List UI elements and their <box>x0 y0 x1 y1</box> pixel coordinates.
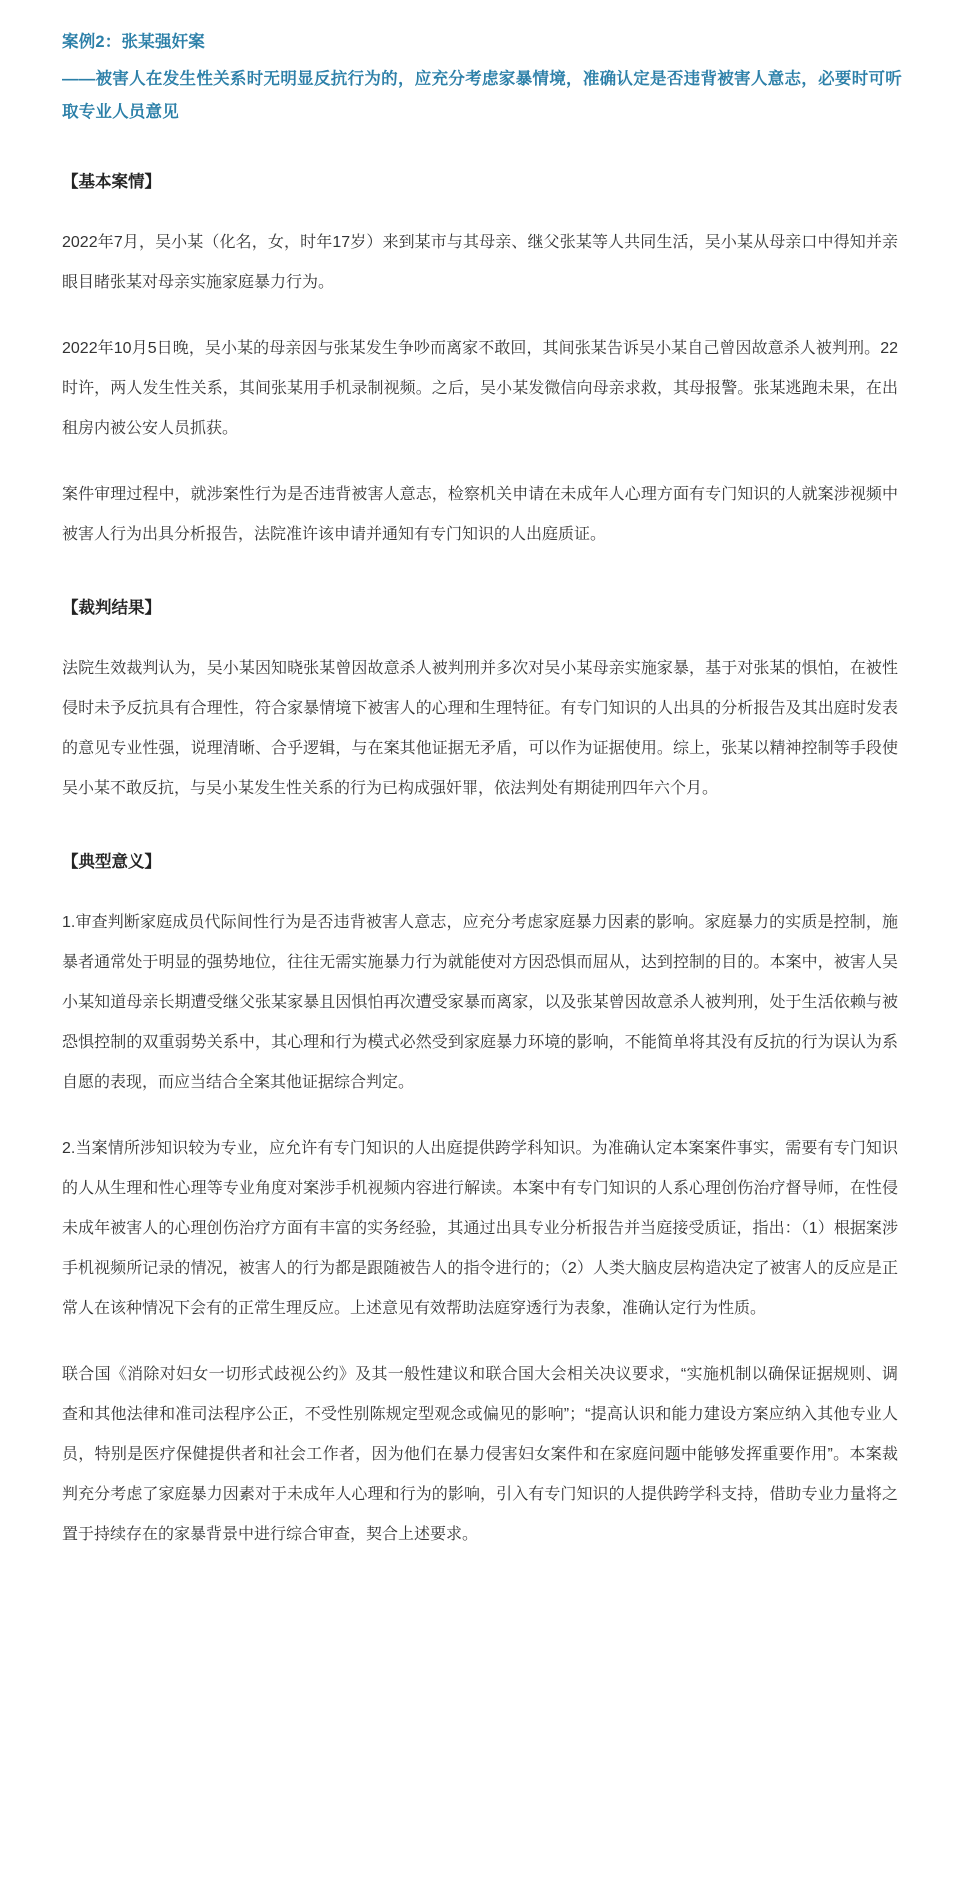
paragraph-judgment-result-1: 法院生效裁判认为，吴小某因知晓张某曾因故意杀人被判刑并多次对吴小某母亲实施家暴，基于对张某的惧怕，在被性侵时未予反抗具有合理性，符合家暴情境下被害人的心理和生理特征。有专门知识的人出具的分析报告及其出庭时发表的意见专业性强，说理清晰、合乎逻辑，与在案其他证据无矛盾，可以作为证据使用。综上，张某以精神控制等手段使吴小某不敢反抗，与吴小某发生性关系的行为已构成强奸罪，依法判处有期徒刑四年六个月。 <box>62 660 898 797</box>
case-subtitle: ——被害人在发生性关系时无明显反抗行为的，应充分考虑家暴情境，准确认定是否违背被害人意志，必要时可听取专业人员意见 <box>62 70 902 121</box>
section-heading-judgment-result: 【裁判结果】 <box>62 599 161 617</box>
paragraph-basic-facts-2: 2022年10月5日晚，吴小某的母亲因与张某发生争吵而离家不敢回，其间张某告诉吴小某自己曾因故意杀人被判刑。22时许，两人发生性关系，其间张某用手机录制视频。之后，吴小某发微信向母亲求救，其母报警。张某逃跑未果，在出租房内被公安人员抓获。 <box>62 340 898 437</box>
section-heading-basic-facts: 【基本案情】 <box>62 173 161 191</box>
paragraph-basic-facts-1: 2022年7月，吴小某（化名，女，时年17岁）来到某市与其母亲、继父张某等人共同生活，吴小某从母亲口中得知并亲眼目睹张某对母亲实施家庭暴力行为。 <box>62 234 898 291</box>
section-heading-typical-significance: 【典型意义】 <box>62 853 161 871</box>
case-title: 案例2：张某强奸案 <box>62 33 205 51</box>
paragraph-basic-facts-3: 案件审理过程中，就涉案性行为是否违背被害人意志，检察机关申请在未成年人心理方面有专门知识的人就案涉视频中被害人行为出具分析报告，法院准许该申请并通知有专门知识的人出庭质证。 <box>62 486 898 543</box>
paragraph-significance-2: 2.当案情所涉知识较为专业，应允许有专门知识的人出庭提供跨学科知识。为准确认定本案案件事实，需要有专门知识的人从生理和性心理等专业角度对案涉手机视频内容进行解读。本案中有专门知识的人系心理创伤治疗督导师，在性侵未成年被害人的心理创伤治疗方面有丰富的实务经验，其通过出具专业分析报告并当庭接受质证，指出：（1）根据案涉手机视频所记录的情况，被害人的行为都是跟随被告人的指令进行的；（2）人类大脑皮层构造决定了被害人的反应是正常人在该种情况下会有的正常生理反应。上述意见有效帮助法庭穿透行为表象，准确认定行为性质。 <box>62 1140 898 1317</box>
paragraph-significance-3: 联合国《消除对妇女一切形式歧视公约》及其一般性建议和联合国大会相关决议要求，“实施机制以确保证据规则、调查和其他法律和准司法程序公正，不受性别陈规定型观念或偏见的影响”；“提高认识和能力建设方案应纳入其他专业人员，特别是医疗保健提供者和社会工作者，因为他们在暴力侵害妇女案件和在家庭问题中能够发挥重要作用”。本案裁判充分考虑了家庭暴力因素对于未成年人心理和行为的影响，引入有专门知识的人提供跨学科支持，借助专业力量将之置于持续存在的家暴背景中进行综合审查，契合上述要求。 <box>62 1366 898 1543</box>
paragraph-significance-1: 1.审查判断家庭成员代际间性行为是否违背被害人意志，应充分考虑家庭暴力因素的影响。家庭暴力的实质是控制，施暴者通常处于明显的强势地位，往往无需实施暴力行为就能使对方因恐惧而屈从，达到控制的目的。本案中，被害人吴小某知道母亲长期遭受继父张某家暴且因惧怕再次遭受家暴而离家，以及张某曾因故意杀人被判刑，处于生活依赖与被恐惧控制的双重弱势关系中，其心理和行为模式必然受到家庭暴力环境的影响，不能简单将其没有反抗的行为误认为系自愿的表现，而应当结合全案其他证据综合判定。 <box>62 914 898 1091</box>
